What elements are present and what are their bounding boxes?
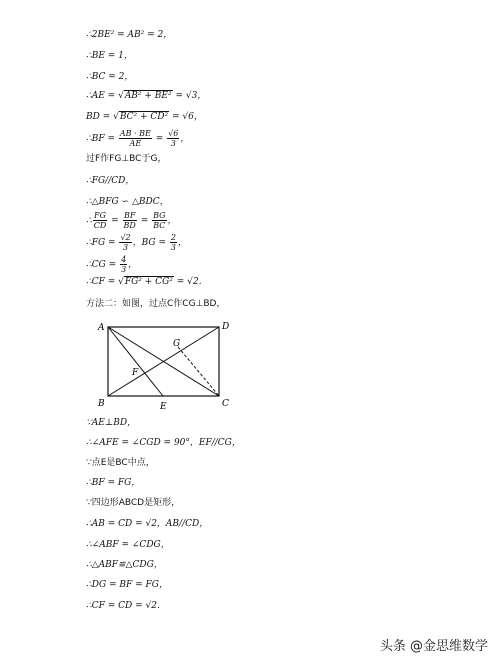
line-10-pre: ∴ <box>86 216 92 226</box>
frac-num: √6 <box>168 129 179 138</box>
frac-num: AB · BE <box>119 129 151 138</box>
line-11-pre: ∴FG = <box>86 238 119 248</box>
line-13-pre: ∴CF = <box>86 277 119 287</box>
frac-num: FG <box>94 211 106 220</box>
line-8: ∴FG//CD， <box>86 176 135 186</box>
frac-num: 2 <box>170 233 176 242</box>
line-6-fraction <box>119 129 152 148</box>
line-15: ∵AE⊥BD， <box>86 418 137 428</box>
line-2: ∴BE = 1， <box>86 51 133 61</box>
frac-num: BG <box>153 211 166 220</box>
fraction-cg <box>120 255 127 274</box>
line-14: 方法二：如图，过点C作CG⊥BD， <box>86 299 226 309</box>
line-13-eq: = √2． <box>173 277 208 287</box>
line-24: ∴CF = CD = √2． <box>86 601 166 611</box>
line-6-eq: = <box>152 134 167 144</box>
line-12 <box>86 255 137 274</box>
line-22: ∴△ABF≌△CDG， <box>86 560 163 570</box>
line-4: ∴AE = √AB² + BE² = √3， <box>86 91 207 101</box>
label-g: G <box>173 339 181 349</box>
line-20: ∴AB = CD = √2，AB//CD， <box>86 519 209 529</box>
frac-den: BD <box>123 221 136 230</box>
line-5: BD = √BC² + CD² = √6， <box>86 112 203 122</box>
line-17: ∵点E是BC中点， <box>86 458 155 468</box>
geometry-figure <box>86 318 231 413</box>
line-18: ∴BF = FG， <box>86 478 141 488</box>
fraction-fg <box>119 233 131 252</box>
fraction-bg <box>170 233 177 252</box>
frac-num: √2 <box>120 233 131 242</box>
line-6-pre: ∴BF = <box>86 134 118 144</box>
line-4-eq: = √3， <box>172 91 207 101</box>
label-c: C <box>222 399 229 409</box>
line-11-mid: ，BG = <box>132 238 169 248</box>
label-a: A <box>98 323 105 333</box>
segment-cg-dashed <box>178 347 219 396</box>
line-7: 过F作FG⊥BC于G， <box>86 154 167 164</box>
line-11-end: ， <box>177 238 187 248</box>
fraction-bg-bc <box>152 211 166 230</box>
line-10: ∴ $\frac{FG}{CD}$ = $\frac{BF}{BD}$ = $\frac{BG}{BC}$ ， <box>86 211 177 230</box>
line-5-eq: = √6， <box>169 112 203 122</box>
line-19: ∵四边形ABCD是矩形， <box>86 498 181 508</box>
line-6-fraction-2 <box>167 129 179 148</box>
line-23: ∴DG = BF = FG， <box>86 580 168 590</box>
label-f: F <box>132 368 139 378</box>
frac-den: BC <box>153 221 166 230</box>
line-6 <box>86 129 189 148</box>
frac-den: AE <box>129 139 142 148</box>
line-5-radicand: BC² + CD² <box>119 112 169 122</box>
line-16: ∴∠AFE = ∠CGD = 90°，EF//CG， <box>86 438 241 448</box>
line-6-end: ， <box>180 134 190 144</box>
fraction-bf-bd <box>123 211 137 230</box>
label-e: E <box>160 402 167 412</box>
line-12-pre: ∴CG = <box>86 260 120 270</box>
line-13-radicand: FG² + CG² <box>124 277 173 287</box>
line-4-pre: ∴AE = <box>86 91 119 101</box>
label-b: B <box>98 399 105 409</box>
line-21: ∴∠ABF = ∠CDG， <box>86 540 170 550</box>
watermark: 头条 @金思维数学 <box>379 639 488 654</box>
line-5-pre: BD = <box>86 112 114 122</box>
frac-den: 3 <box>170 139 176 148</box>
line-9: ∴△BFG ∽ △BDC， <box>86 197 169 207</box>
line-12-end: ， <box>128 260 138 270</box>
segment-ae <box>108 327 163 396</box>
line-1: ∴2BE² = AB² = 2， <box>86 30 173 40</box>
frac-num: BF <box>123 211 136 220</box>
frac-den: 3 <box>170 243 176 252</box>
fraction-fg-cd <box>93 211 108 230</box>
label-d: D <box>222 322 230 332</box>
line-4-radicand: AB² + BE² <box>124 91 172 101</box>
line-3: ∴BC = 2， <box>86 72 134 82</box>
frac-num: 4 <box>121 255 127 264</box>
line-13: ∴CF = √FG² + CG² = √2． <box>86 277 208 287</box>
frac-den: CD <box>93 221 107 230</box>
frac-den: 3 <box>121 265 127 274</box>
line-10-end: ， <box>167 216 177 226</box>
line-11 <box>86 233 187 252</box>
frac-den: 3 <box>122 243 129 252</box>
